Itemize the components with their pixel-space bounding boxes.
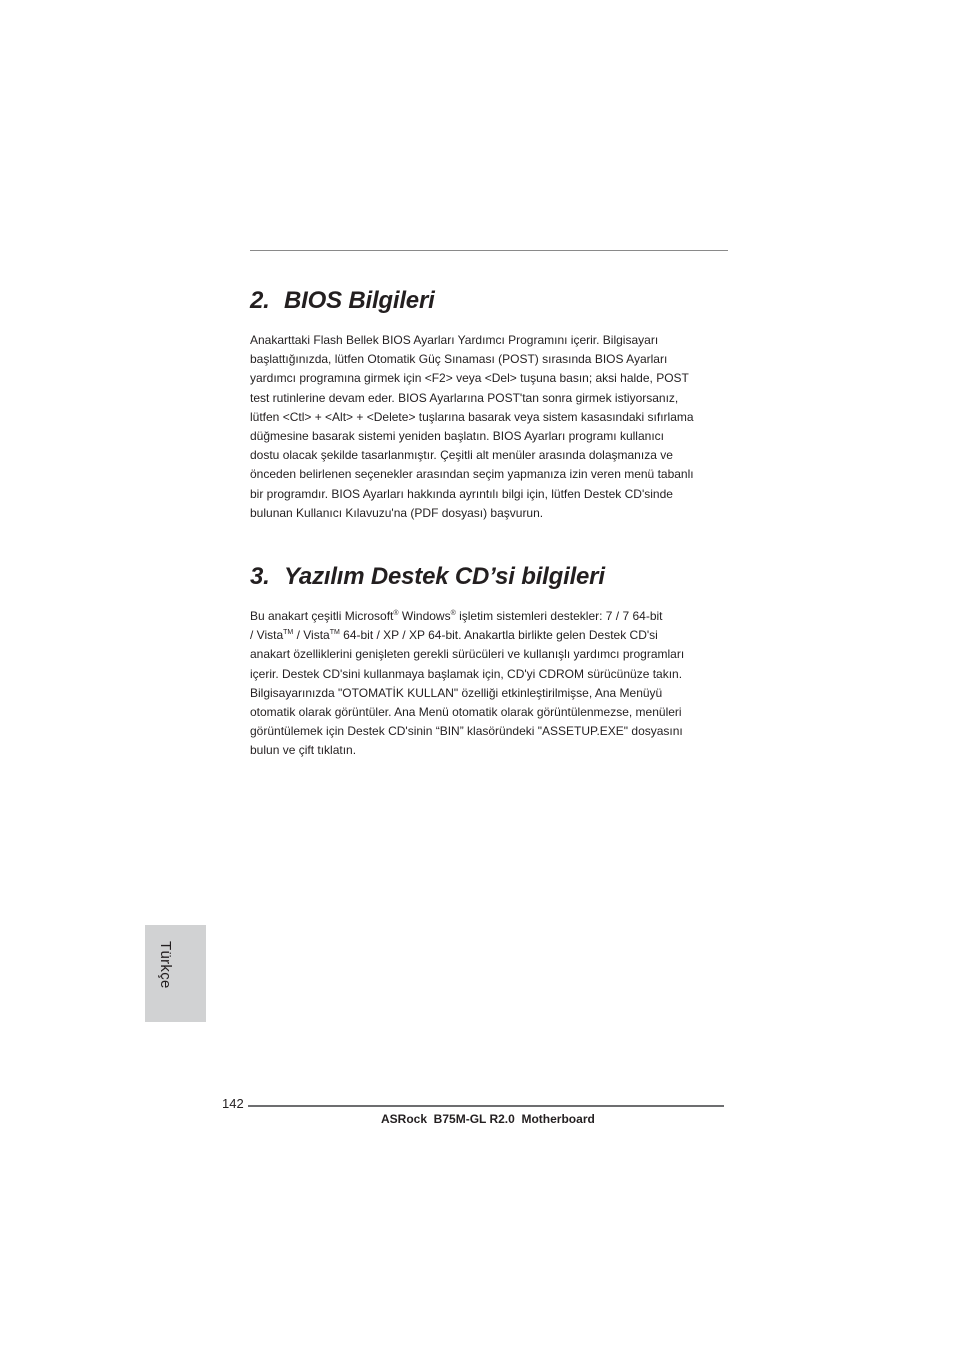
paragraph-line: otomatik olarak görüntüler. Ana Menü otomatik olarak görüntülenmezse, menüleri — [250, 704, 682, 719]
paragraph-line: Anakarttaki Flash Bellek BIOS Ayarları Yardımcı Programını içerir. Bilgisayarı — [250, 333, 659, 347]
section-number: 2. — [250, 287, 270, 314]
paragraph-line: bir programdır. BIOS Ayarları hakkında ayrıntılı bilgi için, lütfen Destek CD'sinde — [250, 486, 673, 501]
paragraph-line: bulunan Kullanıcı Kılavuzu'na (PDF dosyası) başvurun. — [250, 505, 544, 520]
text-run: Windows — [398, 609, 451, 623]
text-run: / Vista — [293, 628, 330, 643]
paragraph-line: önceden belirlenen seçenekler arasından seçim yapmanıza izin veren menü tabanlı — [250, 467, 694, 482]
paragraph-line: başlattığınızda, lütfen Otomatik Güç Sınaması (POST) sırasında BIOS Ayarları — [250, 352, 668, 367]
language-side-tab — [145, 925, 206, 1022]
paragraph-line: düğmesine basarak sistemi yeniden başlatın. BIOS Ayarları programı kullanıcı — [250, 428, 664, 443]
text-run: / Vista — [250, 628, 284, 643]
trademark-mark: TM — [329, 629, 340, 637]
page-number: 142 — [222, 1096, 244, 1111]
language-label: Türkçe — [157, 941, 174, 989]
paragraph-line: Bilgisayarınızda "OTOMATİK KULLAN" özelliği etkinleştirilmişse, Ana Menüyü — [250, 685, 663, 700]
registered-mark: ® — [393, 610, 399, 617]
text-run: Bu anakart çeşitli Microsoft — [250, 609, 394, 623]
software-cd-paragraph — [250, 607, 730, 761]
paragraph-line — [250, 607, 730, 626]
section-heading-bios — [250, 287, 435, 315]
paragraph-line: dostu olacak şekilde tasarlanmıştır. Çeşitli alt menüler arasında dolaşmanıza ve — [250, 448, 673, 463]
paragraph-line: içerir. Destek CD'sini kullanmaya başlamak için, CD'yi CDROM sürücünüze takın. — [250, 666, 683, 681]
trademark-mark: TM — [283, 629, 294, 637]
text-run: 64-bit / XP / XP 64-bit. Anakartla birlikte gelen Destek CD'si — [339, 628, 658, 643]
top-rule — [250, 250, 728, 251]
paragraph-line: test rutinlerine devam eder. BIOS Ayarlarına POST'tan sonra girmek istiyorsanız, — [250, 390, 679, 405]
text-run: işletim sistemleri destekler: 7 / 7 64-bit — [455, 609, 663, 623]
section-title: Yazılım Destek CD’si bilgileri — [284, 563, 605, 590]
footer-rule — [248, 1105, 724, 1107]
paragraph-line: lütfen <Ctl> + <Alt> + <Delete> tuşlarına basarak veya sistem kasasındaki sıfırlama — [250, 409, 694, 424]
paragraph-line: yardımcı programına girmek için <F2> veya <Del> tuşuna basın; aksi halde, POST — [250, 371, 689, 386]
bios-paragraph — [250, 331, 730, 523]
section-heading-software-cd — [250, 563, 605, 591]
paragraph-line: bulun ve çift tıklatın. — [250, 743, 357, 758]
section-title: BIOS Bilgileri — [284, 287, 435, 314]
section-number: 3. — [250, 563, 270, 590]
paragraph-line — [250, 626, 730, 645]
paragraph-line: anakart özelliklerini genişleten gerekli sürücüleri ve kullanışlı yardımcı programları — [250, 647, 685, 662]
paragraph-line: görüntülemek için Destek CD'sinin “BIN” klasöründeki "ASSETUP.EXE" dosyasını — [250, 724, 683, 739]
registered-mark: ® — [450, 610, 456, 617]
footer-product-name: ASRock B75M-GL R2.0 Motherboard — [381, 1112, 595, 1126]
